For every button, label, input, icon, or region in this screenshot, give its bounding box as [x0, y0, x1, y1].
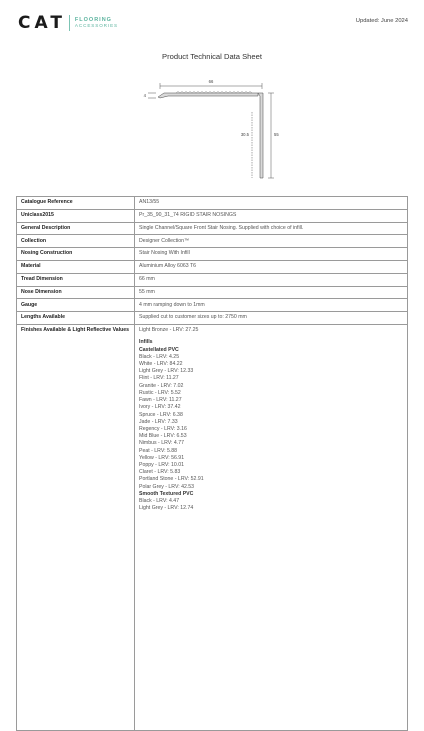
finish-item: Portland Stone - LRV: 52.91: [139, 476, 204, 483]
row-value: AN13/55: [135, 197, 408, 210]
row-label: Collection: [17, 235, 135, 248]
finish-item: Granite - LRV: 7.02: [139, 382, 184, 389]
finish-item: Regency - LRV: 3.16: [139, 425, 187, 432]
table-row: [17, 260, 408, 273]
row-label: General Description: [17, 222, 135, 235]
logo-divider: [69, 15, 70, 31]
finish-item: Jade - LRV: 7.33: [139, 418, 178, 425]
finish-item: Flint - LRV: 11.27: [139, 375, 179, 382]
table-row: [17, 273, 408, 286]
finish-item: Mid Blue - LRV: 6.53: [139, 433, 187, 440]
row-value: Single Channel/Square Front Stair Nosing. Supplied with choice of infill.: [135, 222, 408, 235]
logo-subtitle: [75, 17, 118, 29]
row-label: Material: [17, 260, 135, 273]
castellated-list: [139, 354, 403, 491]
table-row: [17, 209, 408, 222]
finish-item: Poppy - LRV: 10.01: [139, 461, 184, 468]
table-row: [17, 286, 408, 299]
finish-item: Spruce - LRV: 6.38: [139, 411, 183, 418]
table-row: [17, 299, 408, 312]
spec-table: [16, 196, 408, 731]
dim-inner-label: 30.5: [240, 132, 249, 137]
finish-item: Black - LRV: 4.47: [139, 497, 180, 504]
dim-height-label: 55: [274, 132, 279, 137]
finish-item: Yellow - LRV: 56.91: [139, 454, 185, 461]
row-value: Aluminium Alloy 6063 T6: [135, 260, 408, 273]
table-row: [17, 235, 408, 248]
finish-item: Peat - LRV: 5.88: [139, 447, 178, 454]
row-value: 4 mm ramping down to 1mm: [135, 299, 408, 312]
row-value: 66 mm: [135, 273, 408, 286]
finish-item: Rustic - LRV: 5.52: [139, 389, 181, 396]
row-label: Uniclass2015: [17, 209, 135, 222]
dim-width-label: 66: [208, 79, 214, 84]
finish-item: Black - LRV: 4.25: [139, 353, 180, 360]
finishes-row: [17, 324, 408, 730]
updated-date: Updated: June 2024: [355, 18, 408, 24]
infills-heading: Infills: [139, 339, 153, 346]
logo-wordmark: CAT: [18, 13, 66, 33]
cat-logo: [18, 14, 118, 32]
profile-nose: [258, 93, 263, 178]
finish-item: Fawn - LRV: 11.27: [139, 397, 182, 404]
finish-light-bronze: Light Bronze - LRV: 27.25: [139, 327, 199, 334]
table-row: [17, 312, 408, 325]
finishes-value: [135, 324, 408, 730]
row-value: Supplied cut to customer sizes up to: 2750 mm: [135, 312, 408, 325]
finish-item: Light Grey - LRV: 12.33: [139, 368, 194, 375]
row-value: Stair Nosing With Infill: [135, 248, 408, 261]
logo-sub-accessories: ACCESSORIES: [74, 23, 119, 28]
table-row: [17, 222, 408, 235]
finish-item: Nimbus - LRV: 4.77: [139, 440, 184, 447]
row-value: Pr_35_90_31_74 RIGID STAIR NOSINGS: [135, 209, 408, 222]
profile-tread: [158, 93, 258, 98]
table-row: [17, 248, 408, 261]
table-row: [17, 197, 408, 210]
finish-item: Claret - LRV: 5.83: [139, 469, 181, 476]
page-header: [18, 14, 408, 36]
smooth-heading: Smooth Textured PVC: [139, 490, 194, 497]
row-label: Gauge: [17, 299, 135, 312]
finish-item: Light Grey - LRV: 12.74: [139, 505, 194, 512]
profile-drawing: [140, 72, 290, 184]
row-value: 55 mm: [135, 286, 408, 299]
row-label: Catalogue Reference: [17, 197, 135, 210]
row-label: Nose Dimension: [17, 286, 135, 299]
finish-item: White - LRV: 84.22: [139, 361, 183, 368]
row-label: Nosing Construction: [17, 248, 135, 261]
row-label: Lengths Available: [17, 312, 135, 325]
finish-item: Ivory - LRV: 37.42: [139, 404, 181, 411]
finishes-label: Finishes Available & Light Reflective Values: [17, 324, 135, 730]
row-value: Designer Collection™: [135, 235, 408, 248]
dim-left-label: 4: [143, 93, 146, 98]
page-title: Product Technical Data Sheet: [162, 52, 262, 61]
logo-sub-flooring: FLOORING: [74, 17, 112, 23]
finish-item: Polar Grey - LRV: 42.53: [139, 483, 195, 490]
smooth-list: [139, 498, 403, 512]
row-label: Tread Dimension: [17, 273, 135, 286]
castellated-heading: Castellated PVC: [139, 346, 179, 353]
